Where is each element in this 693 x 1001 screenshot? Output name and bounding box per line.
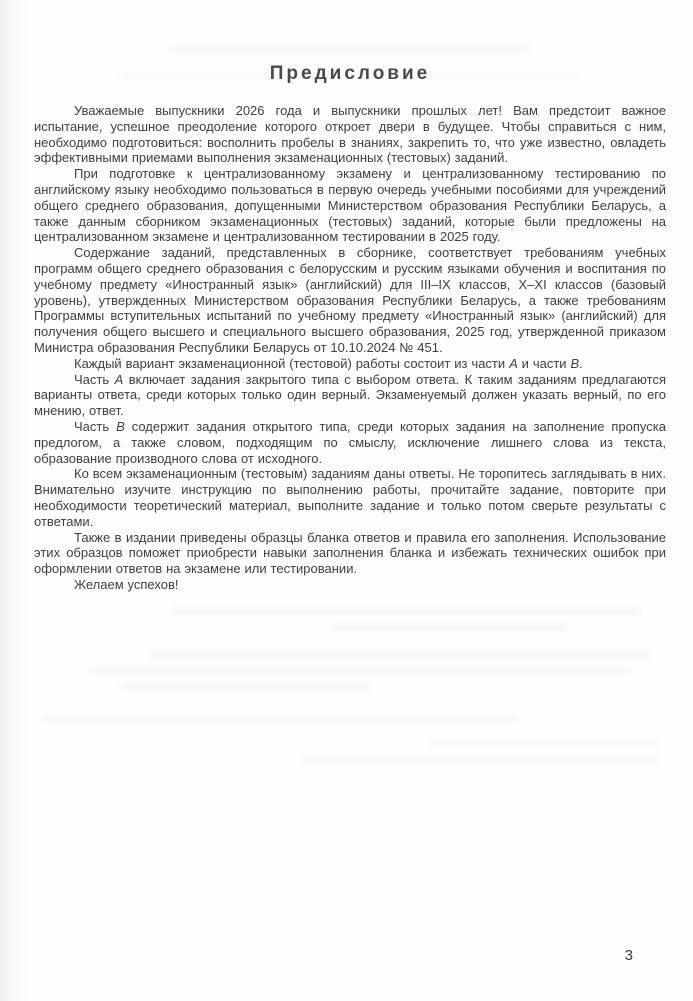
bleed-through-ghost [430, 738, 660, 747]
text-segment: Каждый вариант экзаменационной (тестовой) работы состоит из части [74, 355, 510, 371]
italic-part-label: В [116, 418, 125, 434]
paragraph [34, 103, 666, 166]
text-segment: и части [517, 355, 571, 371]
bleed-through-ghost [40, 715, 520, 724]
text-segment: включает задания закрытого типа с выбором ответа. К таким заданиям предлагаются варианты ответа, среди которых только один верный. Экзаменуемый должен указать верный, по его мнению, ответ. [34, 371, 666, 419]
bleed-through-ghost [170, 44, 530, 53]
text-segment: . [579, 355, 583, 371]
paragraph [34, 530, 666, 577]
text-segment: содержит задания открытого типа, среди которых задания на заполнение пропуска предлогом, а также словом, подходящим по смыслу, исключение лишнего слова из текста, образование производного слова от исходного. [34, 418, 666, 466]
paragraph [34, 245, 666, 356]
text-segment: Ко всем экзаменационным (тестовым) заданиям даны ответы. Не торопитесь заглядывать в них. Внимательно изучите инструкцию по выполнению работы, прочитайте задание, повторите при необходимости теоретический материал, выполните задание и только потом сверьте результаты с ответами. [34, 466, 666, 529]
page-number: 3 [624, 947, 633, 964]
italic-part-label: А [114, 371, 124, 387]
italic-part-label: В [570, 355, 580, 371]
preface-body [34, 103, 666, 593]
paragraph [34, 356, 666, 372]
text-segment: Содержание заданий, представленных в сборнике, соответствует требованиям учебных программ общего среднего образования с белорусским и русским языками обучения и воспитания по учебному предмету «Иностранный язык» (английский) для III–IX классов, X–XI классов (базовый уровень), утвержденных Министерством образования Республики Беларусь, а также требованиям Программы вступительных испытаний по учебному предмету «Иностранный язык» (английский) для получения общего высшего и специального высшего образования, 2025 год, утвержденной приказом Министра образования Республики Беларусь от 10.10.2024 № 451. [34, 245, 666, 355]
bleed-through-ghost [300, 755, 660, 764]
bleed-through-ghost [90, 666, 630, 675]
text-segment: Уважаемые выпускники 2026 года и выпускники прошлых лет! Вам предстоит важное испытание, успешное преодоление которого откроет двери в будущее. Чтобы справиться с ним, необходимо подготовиться: восполнить пробелы в знаниях, закрепить то, что уже известно, овладеть эффективными приемами выполнения экзаменационных (тестовых) заданий. [34, 103, 666, 166]
text-segment: Также в издании приведены образцы бланка ответов и правила его заполнения. Использование этих образцов поможет приобрести навыки заполнения бланка и избежать технических ошибок при оформлении ответов на экзамене или тестировании. [34, 529, 666, 577]
paragraph [34, 372, 666, 419]
paragraph [34, 166, 666, 245]
bleed-through-ghost [330, 622, 570, 631]
text-segment: Часть [74, 371, 115, 387]
paragraph [34, 419, 666, 466]
bleed-through-ghost [170, 606, 640, 615]
page-title: Предисловие [269, 63, 431, 84]
italic-part-label: А [509, 355, 518, 371]
paragraph [34, 577, 666, 593]
text-segment: Желаем успехов! [74, 576, 179, 592]
paragraph [34, 466, 666, 529]
bleed-through-ghost [150, 650, 650, 659]
page-content [34, 62, 666, 593]
text-segment: При подготовке к централизованному экзамену и централизованному тестированию по английскому языку необходимо пользоваться в первую очередь учебными пособиями для учреждений общего среднего образования, допущенными Министерством образования Республики Беларусь, а также данным сборником экзаменационных (тестовых) заданий, которые были предложены на централизованном экзамене и централизованном тестировании в 2025 году. [34, 166, 666, 245]
bleed-through-ghost [120, 682, 370, 691]
text-segment: Часть [74, 418, 117, 434]
